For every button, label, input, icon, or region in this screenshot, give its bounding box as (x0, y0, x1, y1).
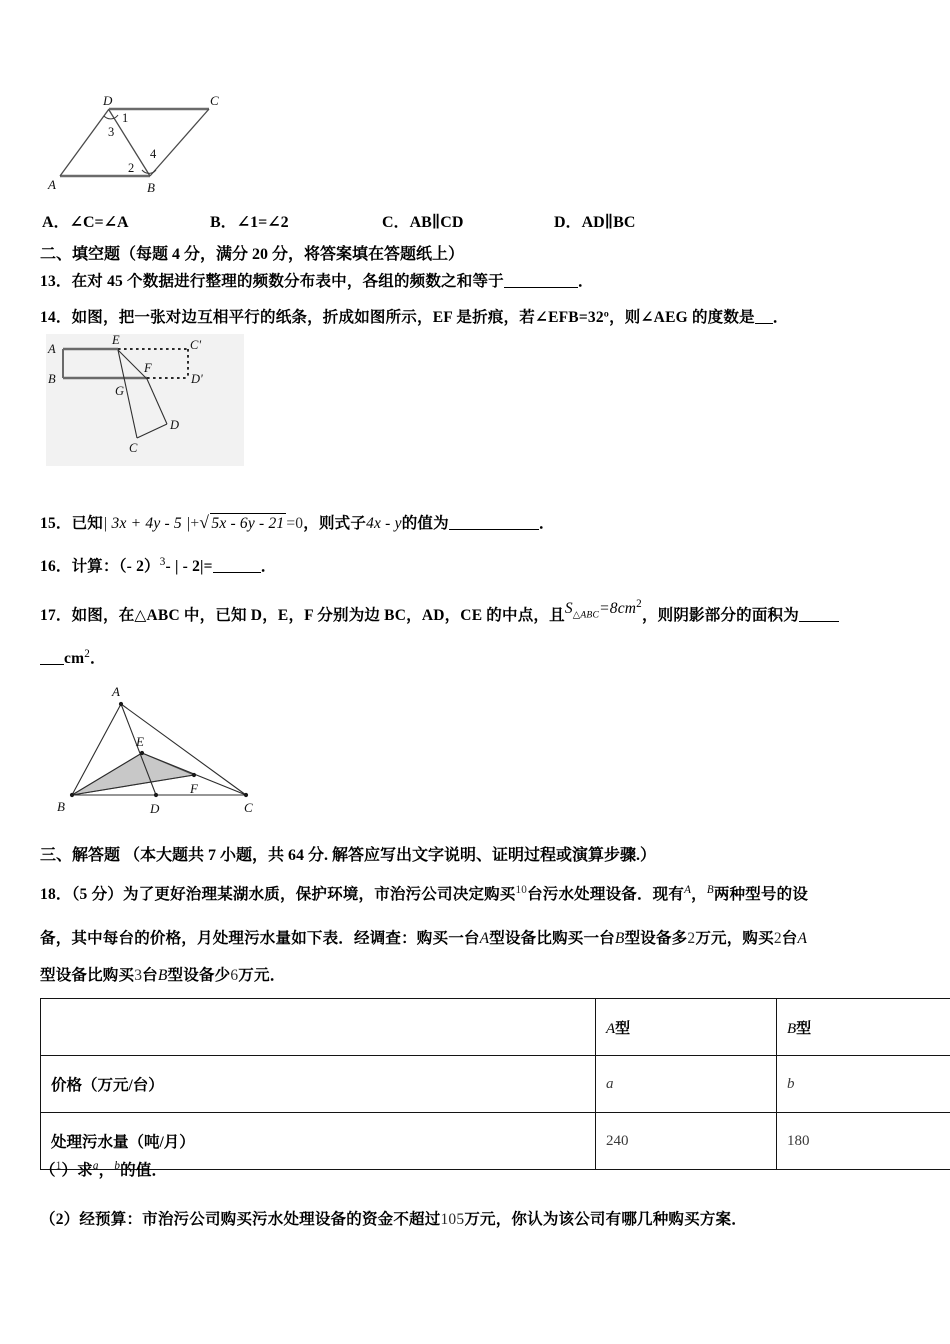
capacity-value-type-b: 180 (777, 1113, 950, 1170)
svg-text:D: D (170, 418, 180, 432)
type-a-letter: A (606, 1020, 616, 1037)
q17-answer-blank-2[interactable] (40, 649, 64, 665)
q18-text-a: 为了更好治理某湖水质，保护环境，市治污公司决定购买 (123, 886, 516, 904)
q18-l2-num-1: 2 (687, 930, 696, 947)
q16-exponent: 3 (159, 556, 166, 568)
q17-unit: cm (64, 650, 85, 668)
q16-period: ． (260, 558, 277, 576)
q15-number: 15． (40, 515, 72, 532)
row-label-price: 价格（万元/台） (41, 1056, 596, 1113)
part1-var-a: a (92, 1160, 99, 1172)
q17-period: ． (89, 650, 106, 668)
svg-text:F: F (190, 781, 198, 796)
q18-l2-model-a2: A (797, 930, 808, 947)
choice-d-key: D． (554, 214, 582, 231)
question-17-line-1 (40, 598, 839, 628)
q17-formula-subscript: △ABC (572, 609, 600, 621)
q18-model-a: A (684, 884, 692, 896)
q15-value-expression: 4x - y (366, 515, 402, 532)
q15-mid: ，则式子 (303, 515, 367, 532)
q18-l3-b: 台 (142, 967, 158, 984)
question-16 (40, 556, 276, 577)
q15-plus: + (190, 515, 200, 532)
table-header-type-a (596, 999, 777, 1056)
figure-parallelogram-abcd (42, 88, 302, 200)
q18-l2-model-b: B (614, 930, 625, 947)
part1-tail: 的值． (120, 1162, 168, 1180)
svg-text:C: C (244, 800, 253, 815)
question-18-line-3 (40, 966, 285, 985)
choice-b-text: ∠1=∠2 (236, 214, 289, 231)
price-value-type-a: a (596, 1056, 777, 1113)
choice-c-text: AB∥CD (409, 214, 464, 231)
part1-var-b: b (114, 1160, 121, 1172)
type-b-suffix: 型 (796, 1020, 812, 1037)
q13-number: 13． (40, 273, 72, 290)
svg-text:A: A (48, 177, 56, 192)
q14-period: ． (772, 309, 789, 326)
q17-formula-exponent: 2 (636, 598, 642, 610)
svg-text:E: E (112, 334, 120, 347)
q18-l3-c: 型设备少 (167, 967, 231, 984)
radical-sign-icon: √ (199, 513, 210, 532)
question-14 (40, 308, 788, 327)
svg-text:2: 2 (128, 161, 135, 175)
q18-l2-d: 万元，购买 (695, 930, 774, 947)
section-2-heading: 二、填空题（每题 4 分，满分 20 分，将答案填在答题纸上） (40, 246, 465, 263)
figure-triangle-abc-midpoints (48, 678, 348, 828)
equipment-price-table (40, 998, 950, 1170)
table-corner-cell (41, 999, 596, 1056)
question-15 (40, 513, 555, 533)
question-18-part-2 (40, 1210, 747, 1229)
choice-a[interactable] (42, 209, 129, 232)
q14-answer-blank[interactable] (755, 308, 773, 324)
table-header-type-b (777, 999, 950, 1056)
part1-number: 1 (55, 1160, 62, 1172)
table-header-row (41, 999, 950, 1056)
svg-text:F: F (144, 361, 152, 375)
q15-equals-zero: =0 (286, 515, 304, 532)
question-13 (40, 272, 594, 291)
choice-c[interactable] (382, 209, 463, 232)
price-value-type-b: b (777, 1056, 950, 1113)
svg-text:1: 1 (122, 111, 129, 125)
table-row-price (41, 1056, 950, 1113)
q18-text-c: 两种型号的设 (713, 886, 809, 904)
q15-answer-blank[interactable] (449, 514, 539, 530)
choice-c-key: C． (382, 214, 410, 231)
q18-quantity: 10 (515, 884, 528, 896)
q13-answer-blank[interactable] (504, 272, 578, 288)
part1-paren-close: ）求 (61, 1162, 93, 1180)
q18-l2-model-a: A (479, 930, 490, 947)
svg-text:D: D (150, 801, 160, 816)
q15-abs-expression: | 3x + 4y - 5 | (103, 515, 191, 532)
q18-l3-model-b: B (157, 967, 168, 984)
q14-number: 14． (40, 309, 72, 326)
q15-lead: 已知 (71, 515, 104, 532)
svg-text:E: E (136, 734, 144, 749)
question-17-line-2 (40, 648, 106, 669)
q13-period: ． (577, 273, 594, 290)
q14-text: 如图，把一张对边互相平行的纸条，折成如图所示，EF 是折痕，若∠EFB=32º，则∠AEG 的度数是 (71, 309, 755, 326)
q17-text-2: ，则阴影部分的面积为 (641, 607, 799, 625)
svg-text:C: C (210, 93, 219, 108)
type-a-suffix: 型 (615, 1020, 631, 1037)
svg-text:B: B (147, 180, 155, 195)
part2-budget-amount: 105 (440, 1211, 465, 1228)
q18-number: 18． (40, 886, 72, 904)
q18-score: （5 分） (71, 886, 123, 904)
choice-d-text: AD∥BC (581, 214, 636, 231)
q15-sqrt-body: 5x - 6y - 21 (211, 515, 285, 532)
section-3-heading: 三、解答题 （本大题共 7 小题，共 64 分. 解答应写出文字说明、证明过程或演算步骤.） (40, 847, 657, 864)
svg-text:C': C' (190, 338, 202, 352)
q18-l3-a: 型设备比购买 (40, 967, 135, 984)
q17-text-1: 如图，在△ABC 中，已知 D，E，F 分别为边 BC，AD，CE 的中点，且 (71, 607, 565, 625)
q16-text: 计算：（- 2） (71, 558, 160, 576)
part1-comma: ， (98, 1162, 115, 1180)
part2-lead: （2）经预算：市治污公司购买污水处理设备的资金不超过 (40, 1211, 441, 1228)
q17-unit-exponent: 2 (84, 648, 90, 660)
q16-number: 16． (40, 558, 72, 576)
svg-text:D: D (103, 93, 113, 108)
choice-d[interactable] (554, 209, 635, 232)
capacity-value-type-a: 240 (596, 1113, 777, 1170)
q18-comma: ， (691, 886, 707, 904)
svg-text:C: C (129, 441, 138, 455)
q15-period: ． (538, 515, 555, 532)
part1-paren-open: （ (40, 1162, 56, 1180)
q17-area-formula (565, 598, 642, 621)
q18-l3-d: 万元． (238, 967, 286, 984)
q15-tail: 的值为 (401, 515, 449, 532)
figure-folded-paper-strip (46, 334, 244, 466)
q18-l2-c: 型设备多 (624, 930, 688, 947)
question-18-part-1 (40, 1160, 167, 1181)
q18-l3-num-2: 6 (230, 967, 239, 984)
q17-number: 17． (40, 607, 72, 625)
q17-formula-symbol: S (564, 600, 573, 618)
q17-answer-blank-1[interactable] (799, 606, 839, 622)
choice-b-key: B． (210, 214, 237, 231)
question-18-line-2 (40, 929, 807, 948)
svg-text:3: 3 (108, 125, 115, 139)
row-label-capacity: 处理污水量（吨/月） (41, 1113, 596, 1170)
q18-l2-e: 台 (781, 930, 798, 947)
svg-text:G: G (115, 384, 125, 398)
q18-l2-a: 备，其中每台的价格，月处理污水量如下表．经调查：购买一台 (40, 930, 480, 947)
q18-l3-num-1: 3 (134, 967, 143, 984)
question-18-line-1 (40, 884, 808, 905)
svg-text:B: B (57, 799, 65, 814)
type-b-letter: B (787, 1020, 797, 1037)
q16-answer-blank[interactable] (213, 557, 261, 573)
q13-text: 在对 45 个数据进行整理的频数分布表中，各组的频数之和等于 (71, 273, 504, 290)
svg-text:4: 4 (150, 147, 157, 161)
q16-text2: - | - 2|= (165, 558, 213, 576)
svg-text:A: A (48, 342, 56, 356)
q18-l2-num-2: 2 (773, 930, 782, 947)
table-row-capacity (41, 1113, 950, 1170)
svg-text:A: A (112, 684, 120, 699)
part2-tail: 万元，你认为该公司有哪几种购买方案． (464, 1211, 747, 1228)
svg-text:B: B (48, 372, 56, 386)
q18-text-b: 台污水处理设备．现有 (527, 886, 685, 904)
choice-a-key: A． (42, 214, 70, 231)
choice-a-text: ∠C=∠A (69, 214, 129, 231)
q18-l2-b: 型设备比购买一台 (489, 930, 615, 947)
q15-sqrt (199, 513, 286, 533)
choice-b[interactable] (210, 209, 289, 232)
q18-model-b: B (706, 884, 714, 896)
q17-formula-value: =8cm (599, 600, 637, 618)
svg-text:D': D' (191, 372, 203, 386)
